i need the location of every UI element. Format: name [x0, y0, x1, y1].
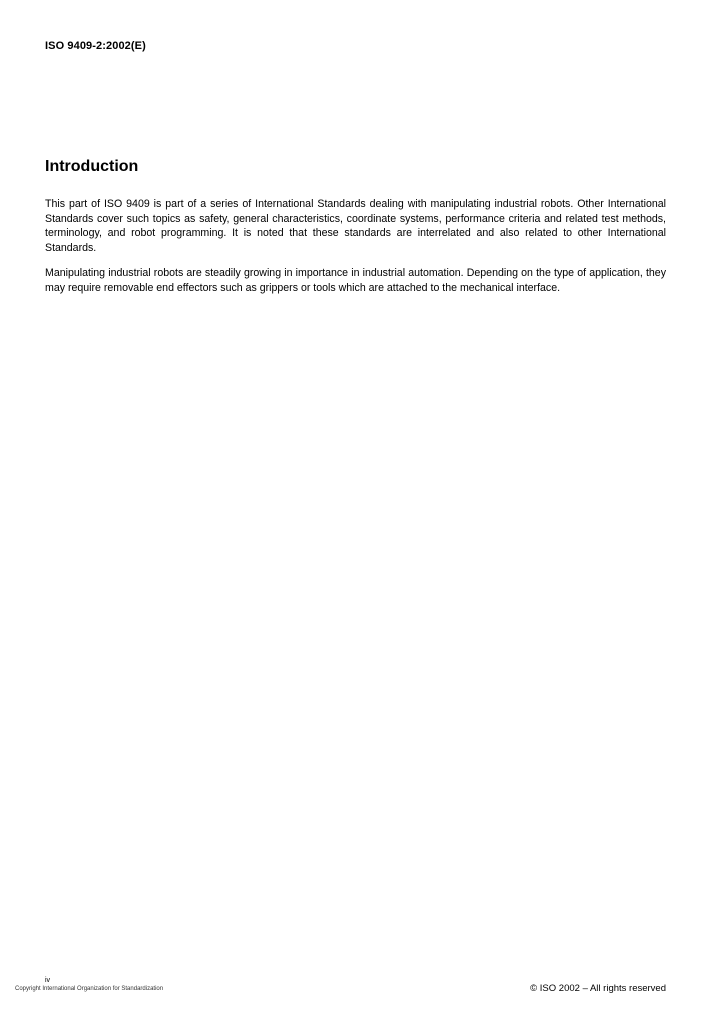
document-identifier: ISO 9409-2:2002(E) [45, 40, 146, 52]
section-body [45, 197, 666, 306]
page-number: iv [45, 977, 51, 984]
section-title: Introduction [45, 158, 139, 175]
copyright-notice-left: Copyright International Organization for Standardization [15, 986, 164, 992]
paragraph-2: Manipulating industrial robots are steadily growing in importance in industrial automation. Depending on the type of application, they may require removable end effectors such as grippers or tools which are attached to the mechanical interface. [45, 267, 666, 294]
paragraph-1: This part of ISO 9409 is part of a series of International Standards dealing with manipulating industrial robots. Other International Standards cover such topics as safety, general characteristics, coordinate systems, performance criteria and related test methods, terminology, and robot programming. It is noted that these standards are interrelated and also related to other International Standards. [45, 198, 666, 254]
copyright-notice-right: © ISO 2002 – All rights reserved [530, 983, 666, 994]
